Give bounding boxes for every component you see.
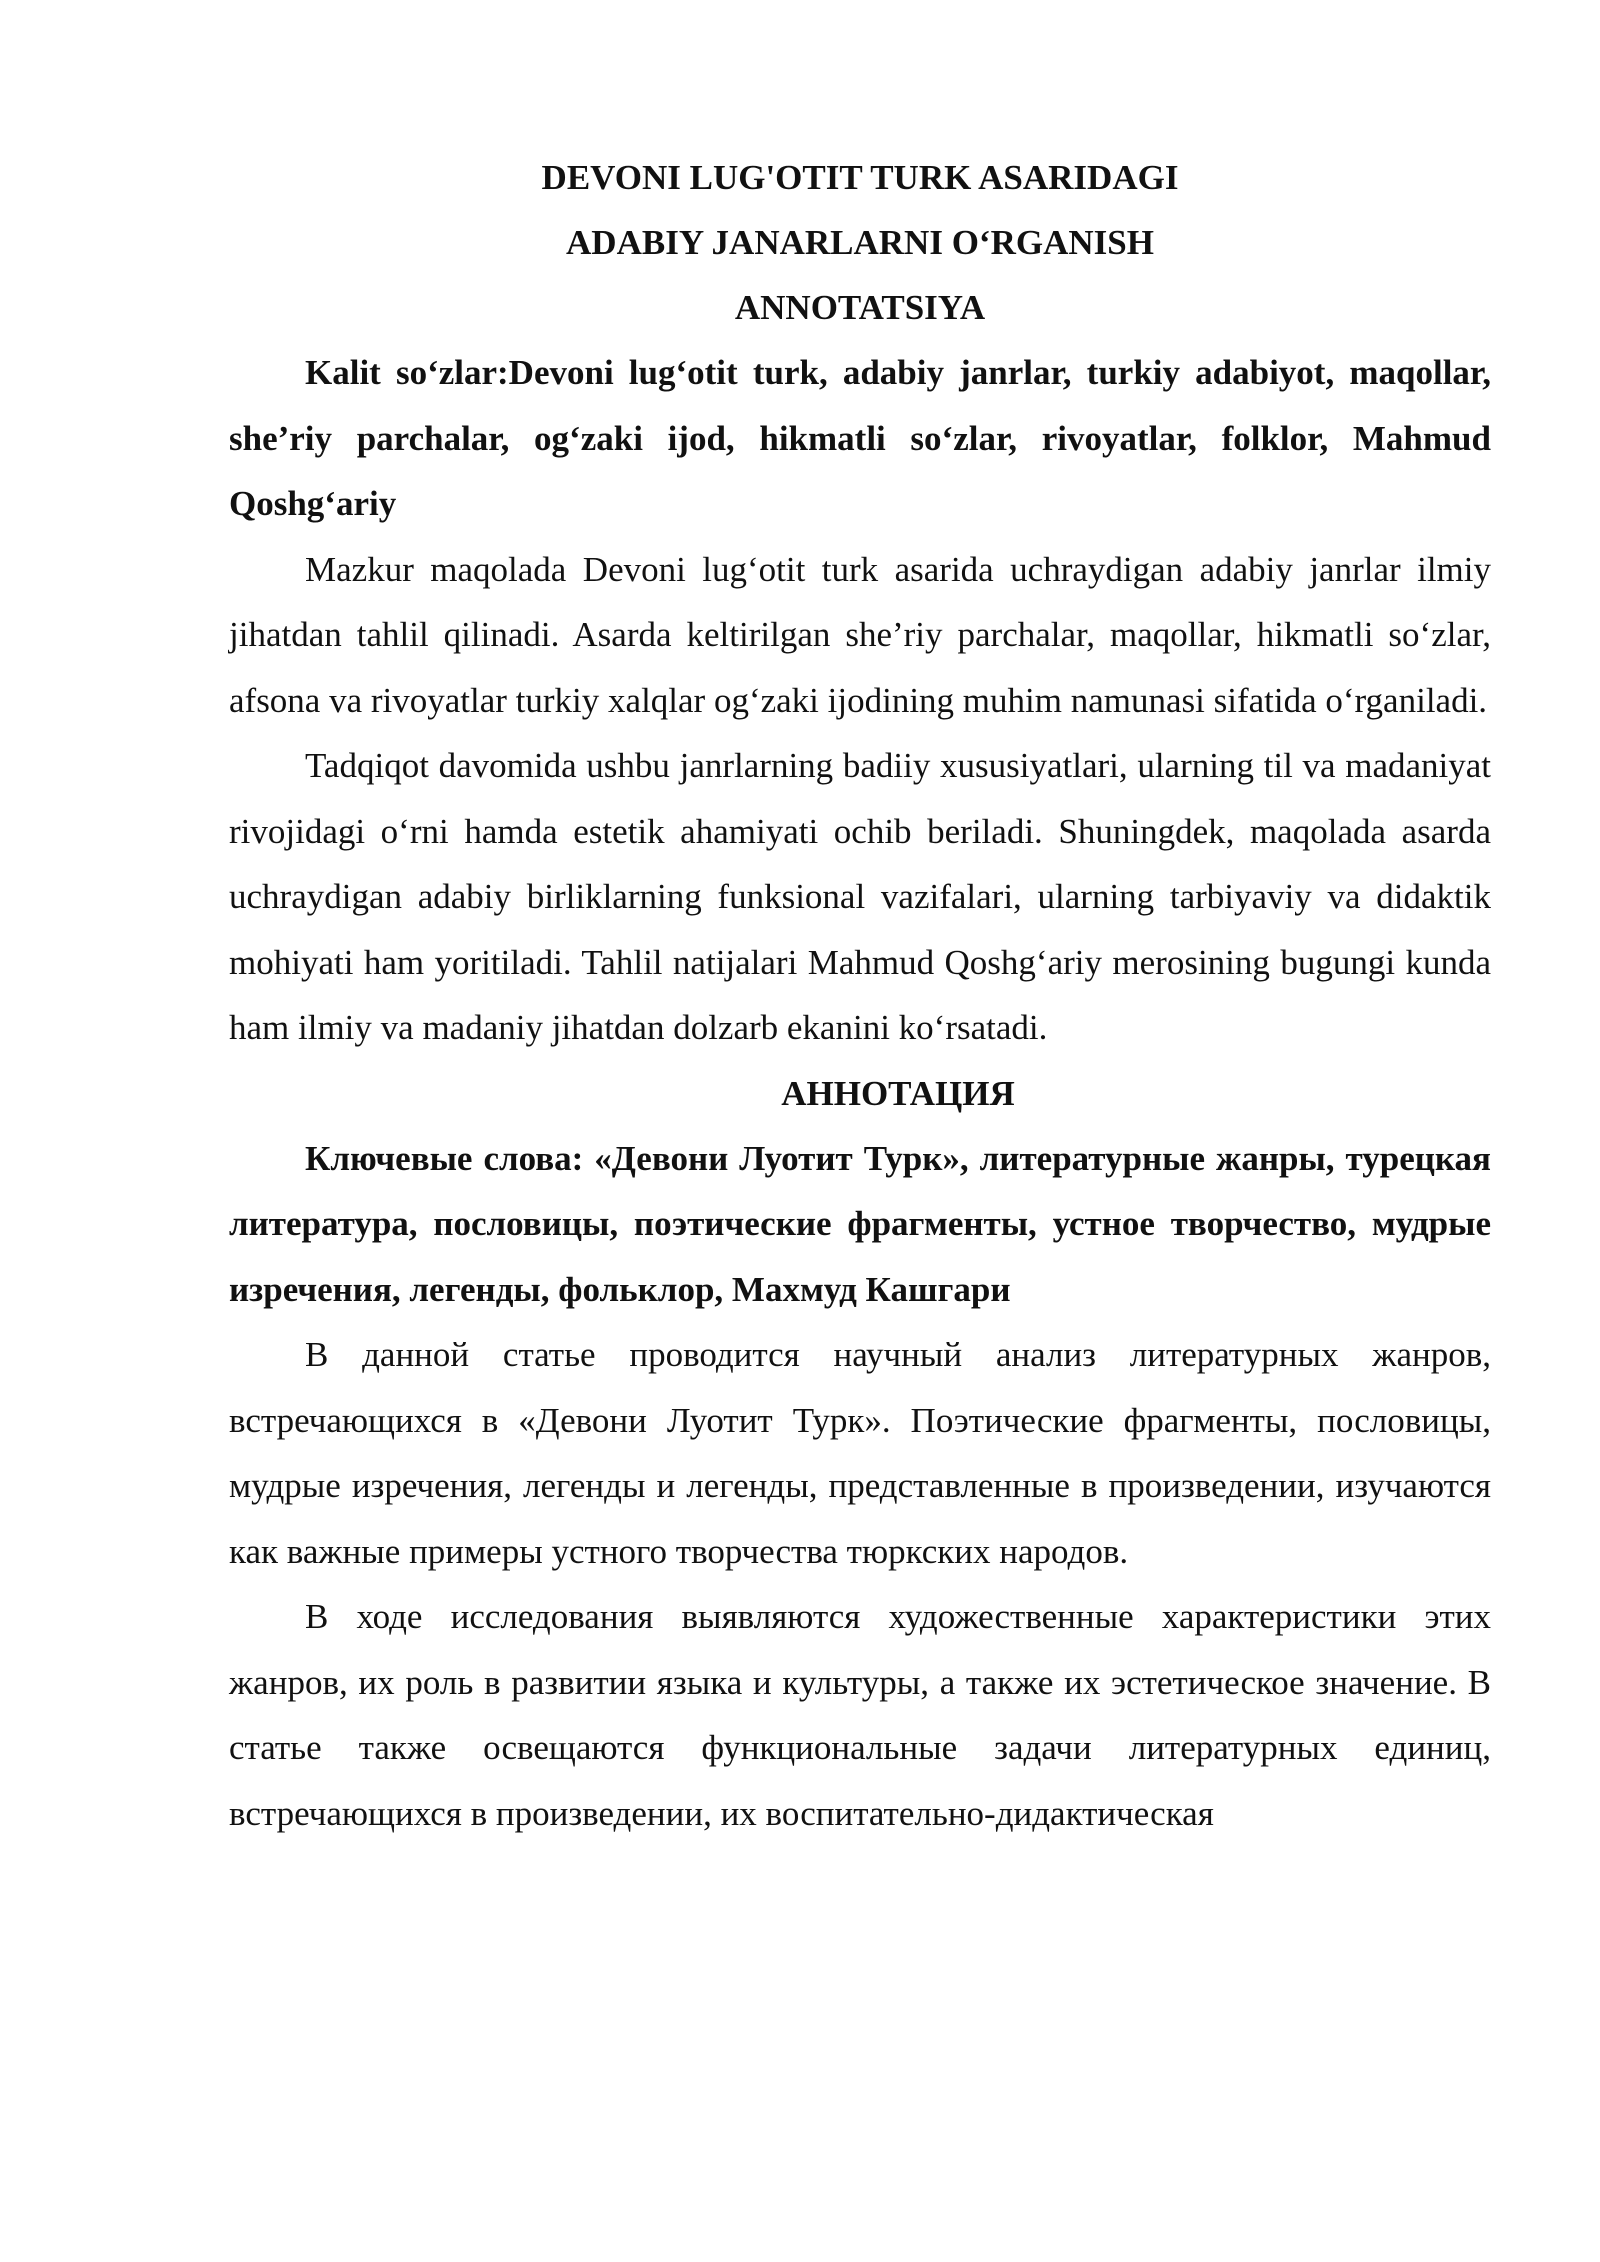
annotation-ru-heading: АННОТАЦИЯ (781, 1073, 1015, 1113)
document-page (229, 145, 1491, 1846)
uz-paragraph-2: Tadqiqot davomida ushbu janrlarning badiiy xususiyatlari, ularning til va madaniyat rivojidagi o‘rni hamda estetik ahamiyati ochib beriladi. Shuningdek, maqolada asarda uchraydigan adabiy birliklarning funksional vazifalari, ularning tarbiyaviy va didaktik mohiyati ham yoritiladi. Tahlil natijalari Mahmud Qoshg‘ariy merosining bugungi kunda ham ilmiy va madaniy jihatdan dolzarb ekanini ko‘rsatadi. (229, 746, 1491, 1047)
document-title-line-2: ADABIY JANARLARNI O‘RGANISH (566, 223, 1154, 262)
annotation-uz-heading: ANNOTATSIYA (734, 288, 986, 327)
keywords-uz: Kalit so‘zlar:Devoni lug‘otit turk, adabiy janrlar, turkiy adabiyot, maqollar, she’riy parchalar, og‘zaki ijod, hikmatli so‘zlar, rivoyatlar, folklor, Mahmud Qoshg‘ariy (229, 353, 1491, 523)
uz-paragraph-1: Mazkur maqolada Devoni lug‘otit turk asarida uchraydigan adabiy janrlar ilmiy jihatdan tahlil qilinadi. Asarda keltirilgan she’riy parchalar, maqollar, hikmatli so‘zlar, afsona va rivoyatlar turkiy xalqlar og‘zaki ijodining muhim namunasi sifatida o‘rganiladi. (229, 549, 1491, 720)
document-title-line-1: DEVONI LUG'OTIT TURK ASARIDAGI (541, 158, 1179, 197)
keywords-ru: Ключевые слова: «Девони Луотит Турк», литературные жанры, турецкая литература, пословицы, поэтические фрагменты, устное творчество, мудрые изречения, легенды, фольклор, Махмуд Кашгари (229, 1138, 1491, 1309)
ru-paragraph-2: В ходе исследования выявляются художественные характеристики этих жанров, их роль в развитии языка и культуры, а также их эстетическое значение. В статье также освещаются функциональные задачи литературных единиц, встречающихся в произведении, их воспитательно-дидактическая (229, 1597, 1491, 1833)
ru-paragraph-1: В данной статье проводится научный анализ литературных жанров, встречающихся в «Девони Луотит Турк». Поэтические фрагменты, пословицы, мудрые изречения, легенды и легенды, представленные в произведении, изучаются как важные примеры устного творчества тюркских народов. (229, 1335, 1491, 1571)
